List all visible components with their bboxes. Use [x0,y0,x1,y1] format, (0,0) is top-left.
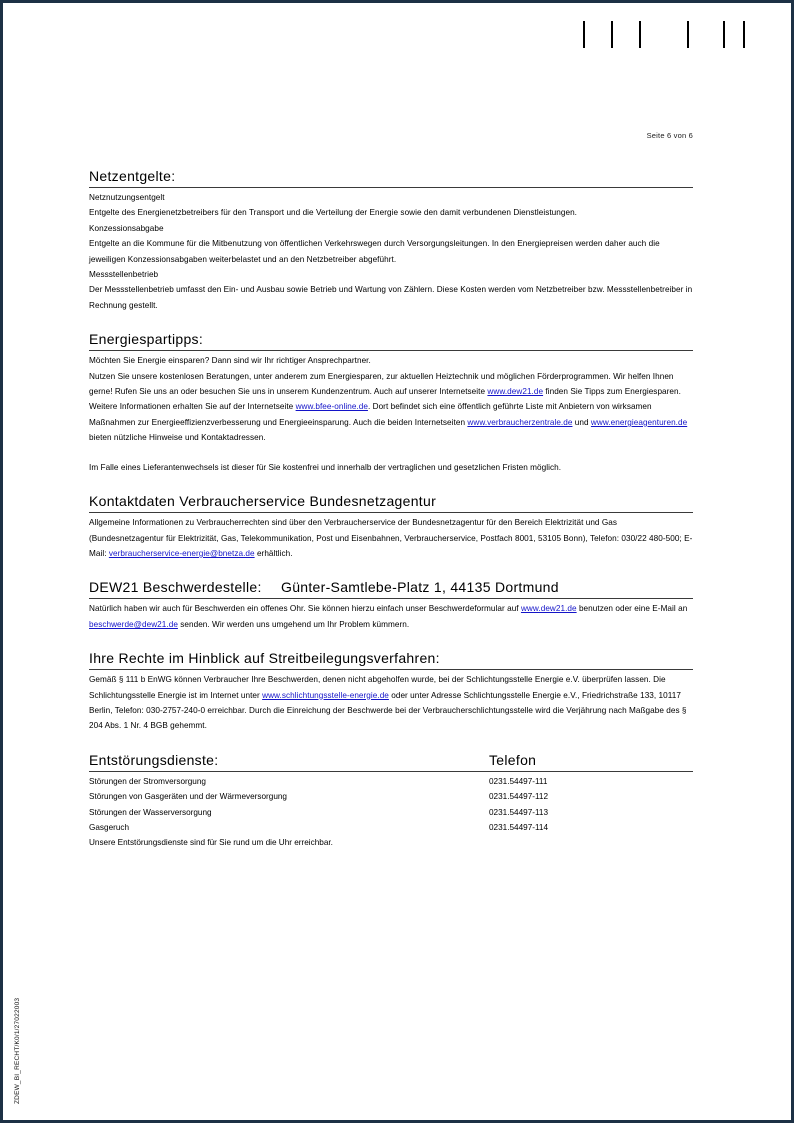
beschwerdestelle-text [89,601,693,632]
section-title-bundesnetzagentur: Kontaktdaten Verbraucherservice Bundesnetzagentur [89,493,693,513]
registration-mark [723,21,725,48]
registration-mark [687,21,689,48]
text-run: und [572,417,591,427]
section-beschwerdestelle [89,579,693,632]
section-title-streitbeilegung: Ihre Rechte im Hinblick auf Streitbeilegungsverfahren: [89,650,693,670]
service-name: Störungen der Stromversorgung [89,776,206,786]
text-run: senden. Wir werden uns umgehend um Ihr Problem kümmern. [177,619,410,629]
emergency-phone-table [89,774,693,836]
entstoerungsdienste-label: Entstörungsdienste: [89,751,219,768]
link-bnetza-email[interactable]: verbraucherservice-energie@bnetza.de [108,548,255,558]
service-phone: 0231.54497-111 [489,776,548,786]
service-phone: 0231.54497-113 [489,807,549,817]
service-name: Störungen der Wasserversorgung [89,807,212,817]
text-run: Natürlich haben wir auch für Beschwerden ein offenes Ohr. Sie können hierzu einfach unser Beschwerdeformular auf [89,604,521,614]
netzentgelte-paragraph: Netznutzungsentgelt [89,193,165,202]
text-run: bieten nützliche Hinweise und Kontaktadressen. [89,433,266,443]
section-bundesnetzagentur [89,493,693,561]
table-row [89,774,693,789]
text-run: finden Sie Tipps zum Energiesparen. Weitere Informationen erhalten Sie auf der Internetseite [89,387,681,412]
section-energiespartipps [89,331,693,475]
section-title-entstoerungsdienste [89,752,693,772]
table-row [89,820,693,835]
netzentgelte-paragraph: Der Messstellenbetrieb umfasst den Ein- und Ausbau sowie Betrieb und Wartung von Zählern. Diese Kosten werden vom Netzbetreiber bzw. Messstellenbetreiber in Rechnung gestellt. [89,285,693,310]
table-row [89,789,693,804]
link-schlichtungsstelle-energie[interactable]: www.schlichtungsstelle-energie.de [262,690,389,700]
service-name: Gasgeruch [89,822,130,832]
energiespartipps-lieferantenwechsel: Im Falle eines Lieferantenwechsels ist dieser für Sie kostenfrei und innerhalb der vertraglichen und gesetzlichen Fristen möglich. [89,462,562,472]
text-run: . Dort befindet sich eine öffentlich geführte Liste mit Anbietern von wirksamen Maßnahmen zur Energieeffizienzverbesserung und Energieeinsparung. Auch die beiden Internetseiten [89,402,652,427]
energiespartipps-intro: Möchten Sie Energie einsparen? Dann sind wir Ihr richtiger Ansprechpartner. [89,356,371,366]
link-verbraucherzentrale[interactable]: www.verbraucherzentrale.de [467,417,573,427]
service-name: Störungen von Gasgeräten und der Wärmeversorgung [89,792,287,802]
streitbeilegung-text [89,672,693,734]
beschwerdestelle-label: DEW21 Beschwerdestelle: [89,579,262,596]
paragraph-spacer [89,446,693,460]
link-bfee-online[interactable]: www.bfee-online.de [295,402,368,412]
registration-mark [743,21,745,48]
section-streitbeilegung [89,650,693,734]
section-title-beschwerdestelle [89,579,693,599]
barcode-marks [583,21,753,48]
section-title-energiespartipps: Energiespartipps: [89,331,693,351]
bundesnetzagentur-text [89,515,693,561]
text-run: benutzen oder eine E-Mail an [576,604,688,614]
registration-mark [583,21,585,48]
registration-mark [611,21,613,48]
link-dew21-web[interactable]: www.dew21.de [520,604,577,614]
text-run: erhältlich. [254,548,293,558]
link-energieagenturen[interactable]: www.energieagenturen.de [590,417,688,427]
energiespartipps-details [89,369,693,446]
text-run: Gemäß § 111 b EnWG können Verbraucher Ihre Beschwerden, denen nicht abgeholfen wurde, bei der Schlichtungsstelle Energie e.V. überprüfen lassen. Die Schlichtungsstelle Energie ist im Internet unter [89,675,666,700]
entstoerungsdienste-note: Unsere Entstörungsdienste sind für Sie rund um die Uhr erreichbar. [89,838,333,848]
service-phone: 0231.54497-114 [489,822,549,832]
text-run: Allgemeine Informationen zu Verbraucherrechten sind über den Verbraucherservice der Bundesnetzagentur für den Bereich Elektrizität und Gas (Bundesnetzagentur für Elektrizität, Gas, Telekommunikation, Post und Eisenbahnen, Verbraucherservice, Postfach 8001, 53105 Bonn), Telefon: 030/22 480-500; E-Mail: [89,518,693,558]
netzentgelte-paragraph: Entgelte des Energienetzbetreibers für den Transport und die Verteilung der Energie sowie den damit verbundenen Dienstleistungen. [89,208,577,218]
table-row [89,805,693,820]
beschwerdestelle-address: Günter-Samtlebe-Platz 1, 44135 Dortmund [281,579,559,596]
service-phone: 0231.54497-112 [489,792,549,802]
section-netzentgelte [89,168,693,313]
registration-mark [639,21,641,48]
section-entstoerungsdienste [89,752,693,851]
entstoerungsdienste-phone-header: Telefon [489,751,537,768]
netzentgelte-paragraph: Messstellenbetrieb [89,270,159,280]
netzentgelte-paragraph: Konzessionsabgabe [89,223,164,233]
section-title-netzentgelte: Netzentgelte: [89,168,693,188]
page-counter: Seite 6 von 6 [646,131,693,140]
page-content [89,131,693,851]
text-run: Nutzen Sie unsere kostenlosen Beratungen, unter anderem zum Energiesparen, zur aktuellen Heiztechnik und möglichen Förderprogrammen. Wir helfen Ihnen gerne! Rufen Sie uns an oder besuchen Sie uns in unserem Kundenzentrum. Auch auf unserer Internetseite [89,371,674,397]
text-run: oder unter Adresse Schlichtungsstelle Energie e.V., Friedrichstraße 133, 10117 Berlin, Telefon: 030-2757-240-0 erreichbar. Durch die Einreichung der Beschwerde bei der Verbraucherschlichtungsstelle wird die Verjährung nach Maßgabe des § 204 Abs. 1 Nr. 4 BGB gehemmt. [89,690,687,731]
link-beschwerde-email[interactable]: beschwerde@dew21.de [89,619,178,629]
document-id-vertical: ZDEW_BI_RECHT/K0/1/27022003 [14,997,21,1104]
netzentgelte-paragraph: Entgelte an die Kommune für die Mitbenutzung von öffentlichen Verkehrswegen durch Versorgungsleitungen. In den Energiepreisen werden daher auch die jeweiligen Konzessionsabgaben weiterbelastet und an den Netzbetreiber abgeführt. [89,239,660,264]
link-dew21[interactable]: www.dew21.de [487,387,544,397]
